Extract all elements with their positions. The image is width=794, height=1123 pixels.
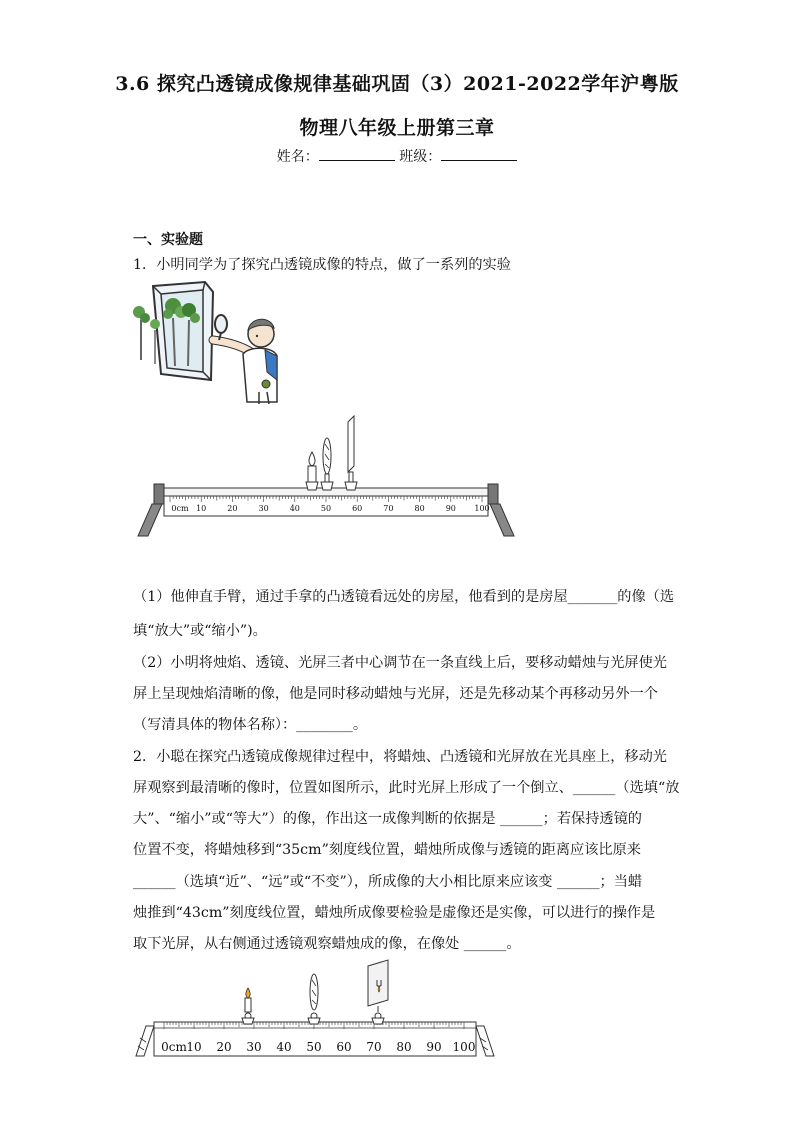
page-title-line2: 物理八年级上册第三章 <box>299 117 495 139</box>
bench2-scale-label: 0cm <box>161 1040 187 1054</box>
name-label: 姓名： <box>276 149 319 165</box>
q1-sub2-line2: 屏上呈现烛焰清晰的像，他是同时移动蜡烛与光屏，还是先移动某个再移动另外一个 <box>133 686 658 702</box>
bench1-scale-label: 10 <box>196 504 207 513</box>
q2-line4: 位置不变，将蜡烛移到“35cm”刻度线位置，蜡烛所成像与透镜的距离应该比原来 <box>133 842 641 858</box>
light-screen-icon <box>345 416 357 490</box>
class-blank[interactable] <box>441 147 517 161</box>
optical-bench-figure-1 <box>136 414 516 540</box>
bench1-scale-label: 70 <box>383 504 394 513</box>
bench2-scale-label: 70 <box>366 1040 382 1054</box>
bench1-scale-label: 90 <box>445 504 456 513</box>
bench2-scale-label: 60 <box>336 1040 352 1054</box>
bench2-scale-label: 80 <box>396 1040 412 1054</box>
bench1-scale-label: 100 <box>474 504 490 513</box>
boy-with-lens-illustration <box>133 280 278 405</box>
q2-line6: 烛推到“43cm”刻度线位置，蜡烛所成像要检验是虚像还是实像，可以进行的操作是 <box>133 905 656 921</box>
q2-line2: 屏观察到最清晰的像时，位置如图所示，此时光屏上形成了一个倒立、______（选填“放 <box>133 780 680 796</box>
optical-bench-figure-2 <box>134 958 496 1062</box>
candle-icon <box>306 452 318 490</box>
q2-line1: 2．小聪在探究凸透镜成像规律过程中，将蜡烛、凸透镜和光屏放在光具座上，移动光 <box>133 749 667 765</box>
q2-line3: 大”、“缩小”或“等大”）的像，作出这一成像判断的依据是 ______；若保持透镜的 <box>133 811 642 827</box>
q2-line7: 取下光屏，从右侧通过透镜观察蜡烛成的像，在像处 ______。 <box>133 936 521 952</box>
page-title-line1: 3.6 探究凸透镜成像规律基础巩固（3）2021-2022学年沪粤版 <box>115 73 679 95</box>
convex-lens-icon <box>308 974 320 1024</box>
bench2-scale-label: 100 <box>452 1040 476 1054</box>
bench2-scale-label: 20 <box>216 1040 232 1054</box>
bench2-scale-label: 10 <box>186 1040 202 1054</box>
bench2-scale-label: 30 <box>246 1040 262 1054</box>
q1-sub1-line1: （1）他伸直手臂，通过手拿的凸透镜看远处的房屋，他看到的是房屋_______的像（选 <box>133 589 675 605</box>
convex-lens-icon <box>321 438 333 490</box>
bench2-scale-label: 50 <box>306 1040 322 1054</box>
section-title: 一、实验题 <box>133 232 203 248</box>
q2-line5: ______（选填“近”、“远”或“不变”），所成像的大小相比原来应该变 ______；当蜡 <box>133 874 643 890</box>
bench1-scale-label: 0cm <box>171 504 189 513</box>
bench1-scale-label: 60 <box>352 504 363 513</box>
name-blank[interactable] <box>319 147 395 161</box>
bench1-scale-label: 30 <box>258 504 269 513</box>
bench2-scale-label: 90 <box>426 1040 442 1054</box>
q1-sub1-line2: 填“放大”或“缩小”)。 <box>133 623 267 639</box>
bench1-scale-label: 40 <box>289 504 300 513</box>
bench1-scale-label: 50 <box>320 504 332 513</box>
class-label: 班级： <box>399 149 442 165</box>
light-screen-icon <box>368 960 388 1024</box>
q1-sub2-line3: （写清具体的物体名称）：________。 <box>133 717 368 733</box>
candle-icon <box>242 988 254 1024</box>
bench1-scale-label: 20 <box>227 504 238 513</box>
q1-sub2-line1: （2）小明将烛焰、透镜、光屏三者中心调节在一条直线上后，要移动蜡烛与光屏使光 <box>133 655 667 671</box>
q1-stem: 1．小明同学为了探究凸透镜成像的特点，做了一系列的实验 <box>133 257 511 273</box>
student-info <box>0 146 794 166</box>
bench1-scale-label: 80 <box>414 504 425 513</box>
bench2-scale-label: 40 <box>276 1040 292 1054</box>
